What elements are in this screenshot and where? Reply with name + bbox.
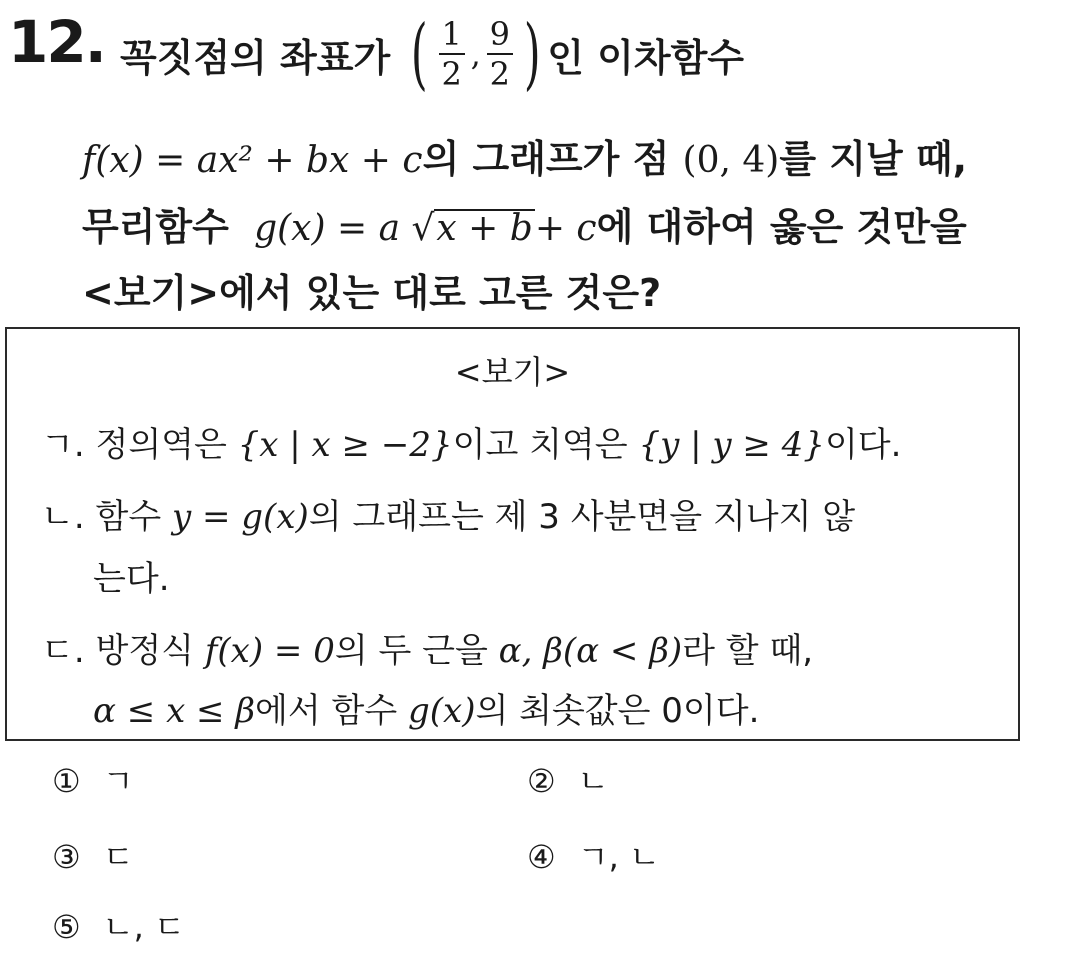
- bogi-item-1: ㄱ. 정의역은 {x | x ≥ −2}이고 치역은 {y | y ≥ 4}이다.: [41, 425, 902, 465]
- question-text: 꼭짓점의 좌표가: [120, 35, 391, 80]
- bogi-box: [5, 327, 1020, 741]
- choice-4[interactable]: ④ ㄱ, ㄴ: [527, 838, 660, 876]
- question-line-3: [82, 196, 967, 251]
- question-text: 에 대하여 옳은 것만을: [596, 205, 967, 249]
- question-number: 12.: [8, 8, 105, 76]
- fraction: $\frac{1}{2}$: [439, 15, 465, 93]
- question-line-4: <보기>에서 있는 대로 고른 것은?: [82, 271, 662, 315]
- question-text: 를 지날 때,: [779, 137, 968, 181]
- choice-3[interactable]: ③ ㄷ: [52, 838, 134, 876]
- choice-1[interactable]: ① ㄱ: [52, 762, 134, 800]
- bogi-item-3-cont: α ≤ x ≤ β에서 함수 g(x)의 최솟값은 0이다.: [93, 691, 760, 731]
- function-g: g(x) = a √x + b+ c: [254, 208, 597, 249]
- bogi-item-2-cont: 는다.: [93, 559, 170, 599]
- point: (0, 4): [682, 140, 780, 181]
- fraction: $\frac{9}{2}$: [487, 15, 513, 93]
- choice-5[interactable]: ⑤ ㄴ, ㄷ: [52, 908, 185, 946]
- question-line-1: [120, 9, 745, 99]
- question-text: 무리함수: [82, 205, 229, 249]
- question-text: 의 그래프가 점: [422, 137, 670, 181]
- function-f: f(x) = ax² + bx + c: [82, 140, 423, 181]
- bogi-title: <보기>: [454, 353, 571, 391]
- question-line-2: [82, 128, 967, 183]
- bogi-item-2: ㄴ. 함수 y = g(x)의 그래프는 제 3 사분면을 지나지 않: [41, 497, 856, 537]
- vertex-coordinate: ( $\frac{1}{2}$ , $\frac{9}{2}$ ): [411, 9, 541, 99]
- choice-2[interactable]: ② ㄴ: [527, 762, 609, 800]
- bogi-item-3: ㄷ. 방정식 f(x) = 0의 두 근을 α, β(α < β)라 할 때,: [41, 631, 814, 671]
- question-text: 인 이차함수: [547, 35, 745, 80]
